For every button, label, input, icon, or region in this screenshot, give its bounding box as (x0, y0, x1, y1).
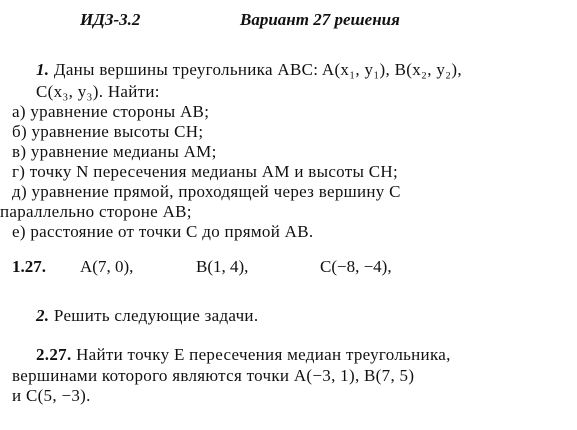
task-1-item-v: в) уравнение медианы AM; (12, 142, 217, 161)
task-2-line (36, 306, 258, 326)
header (0, 10, 577, 36)
variant-point-b: B(1, 4), (196, 257, 249, 276)
task-2-text: Решить следующие задачи. (53, 306, 259, 325)
task-2-27-line-2: вершинами которого являются точки A(−3, 1), B(7, 5) (12, 366, 415, 385)
task-1-item-b: б) уравнение высоты CH; (12, 122, 204, 141)
task-2-27-number: 2.27. (36, 345, 72, 364)
task-2-27-text-1: Найти точку E пересечения медиан треугольника, (76, 345, 451, 364)
variant-point-a: A(7, 0), (80, 257, 134, 276)
variant-number: 1.27. (12, 257, 46, 276)
task-2-27-line-1 (36, 345, 451, 365)
task-1-item-d-cont: параллельно стороне AB; (0, 202, 192, 221)
task-1-line-2: C(x₃, y₃). Найти: (36, 82, 160, 101)
task-1-item-a: а) уравнение стороны AB; (12, 102, 210, 121)
task-1-item-e: е) расстояние от точки C до прямой AB. (12, 222, 314, 241)
header-subtitle: Вариант 27 решения (240, 10, 400, 29)
task-1-number: 1. (36, 60, 50, 79)
task-1-text-1: Даны вершины треугольника ABC: A(x₁, y₁), B(x₂, y₂), (53, 60, 462, 79)
task-2-27-line-3: и C(5, −3). (12, 386, 91, 405)
header-title: ИДЗ-3.2 (80, 10, 141, 29)
task-1-item-d: д) уравнение прямой, проходящей через вершину C (12, 182, 401, 201)
variant-point-c: C(−8, −4), (320, 257, 392, 276)
task-1-line-1 (36, 60, 462, 80)
task-1-item-g: г) точку N пересечения медианы AM и высоты CH; (12, 162, 398, 181)
task-2-number: 2. (36, 306, 50, 325)
